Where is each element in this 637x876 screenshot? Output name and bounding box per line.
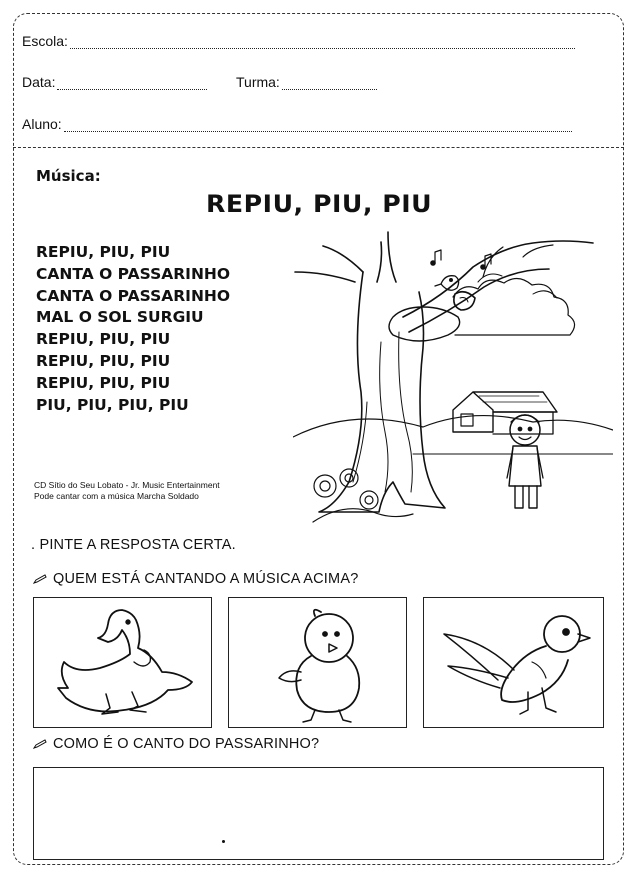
credit xyxy=(34,480,220,502)
bird-drawing xyxy=(424,598,602,726)
musica-label: Música: xyxy=(36,167,101,185)
lyric-line: REPIU, PIU, PIU xyxy=(36,243,171,261)
option-bird[interactable] xyxy=(423,597,604,728)
lyrics xyxy=(36,242,230,416)
turma-line[interactable] xyxy=(282,77,377,90)
turma-label: Turma: xyxy=(236,74,280,90)
lyric-line: PIU, PIU, PIU, PIU xyxy=(36,395,189,414)
lyric-line: REPIU, PIU, PIU xyxy=(36,373,171,392)
data-line[interactable] xyxy=(57,77,207,90)
escola-label: Escola: xyxy=(22,33,68,49)
dot-mark xyxy=(222,840,225,843)
pencil-icon xyxy=(33,739,47,749)
turma-field[interactable] xyxy=(236,74,377,90)
question-1 xyxy=(33,571,358,587)
duck-drawing xyxy=(34,598,210,726)
aluno-field[interactable] xyxy=(22,116,572,132)
lyric-line: CANTA O PASSARINHO xyxy=(36,286,231,305)
lyric-line: MAL O SOL SURGIU xyxy=(36,308,204,327)
data-field[interactable] xyxy=(22,74,207,90)
credit-line: Pode cantar com a música Marcha Soldado xyxy=(34,491,199,501)
option-duck[interactable] xyxy=(33,597,212,728)
question-2 xyxy=(33,736,319,752)
lyric-line: REPIU, PIU, PIU xyxy=(36,330,171,349)
tree-bird-boy-drawing xyxy=(293,222,613,527)
question-1-text: QUEM ESTÁ CANTANDO A MÚSICA ACIMA? xyxy=(53,571,359,587)
header-divider xyxy=(13,147,624,148)
lyric-line: CANTA O PASSARINHO xyxy=(36,264,231,283)
lyric-line: REPIU, PIU, PIU xyxy=(36,351,171,370)
instruction-text: . PINTE A RESPOSTA CERTA. xyxy=(31,537,236,553)
option-chick[interactable] xyxy=(228,597,407,728)
chick-drawing xyxy=(229,598,405,726)
aluno-label: Aluno: xyxy=(22,116,62,132)
answer-box[interactable] xyxy=(33,767,604,860)
escola-line[interactable] xyxy=(70,36,575,49)
escola-field[interactable] xyxy=(22,33,575,49)
pencil-icon xyxy=(33,574,47,584)
credit-line: CD Sítio do Seu Lobato - Jr. Music Entertainment xyxy=(34,480,220,490)
song-title: REPIU, PIU, PIU xyxy=(206,190,433,218)
aluno-line[interactable] xyxy=(64,119,572,132)
question-2-text: COMO É O CANTO DO PASSARINHO? xyxy=(53,736,320,752)
data-label: Data: xyxy=(22,74,56,90)
